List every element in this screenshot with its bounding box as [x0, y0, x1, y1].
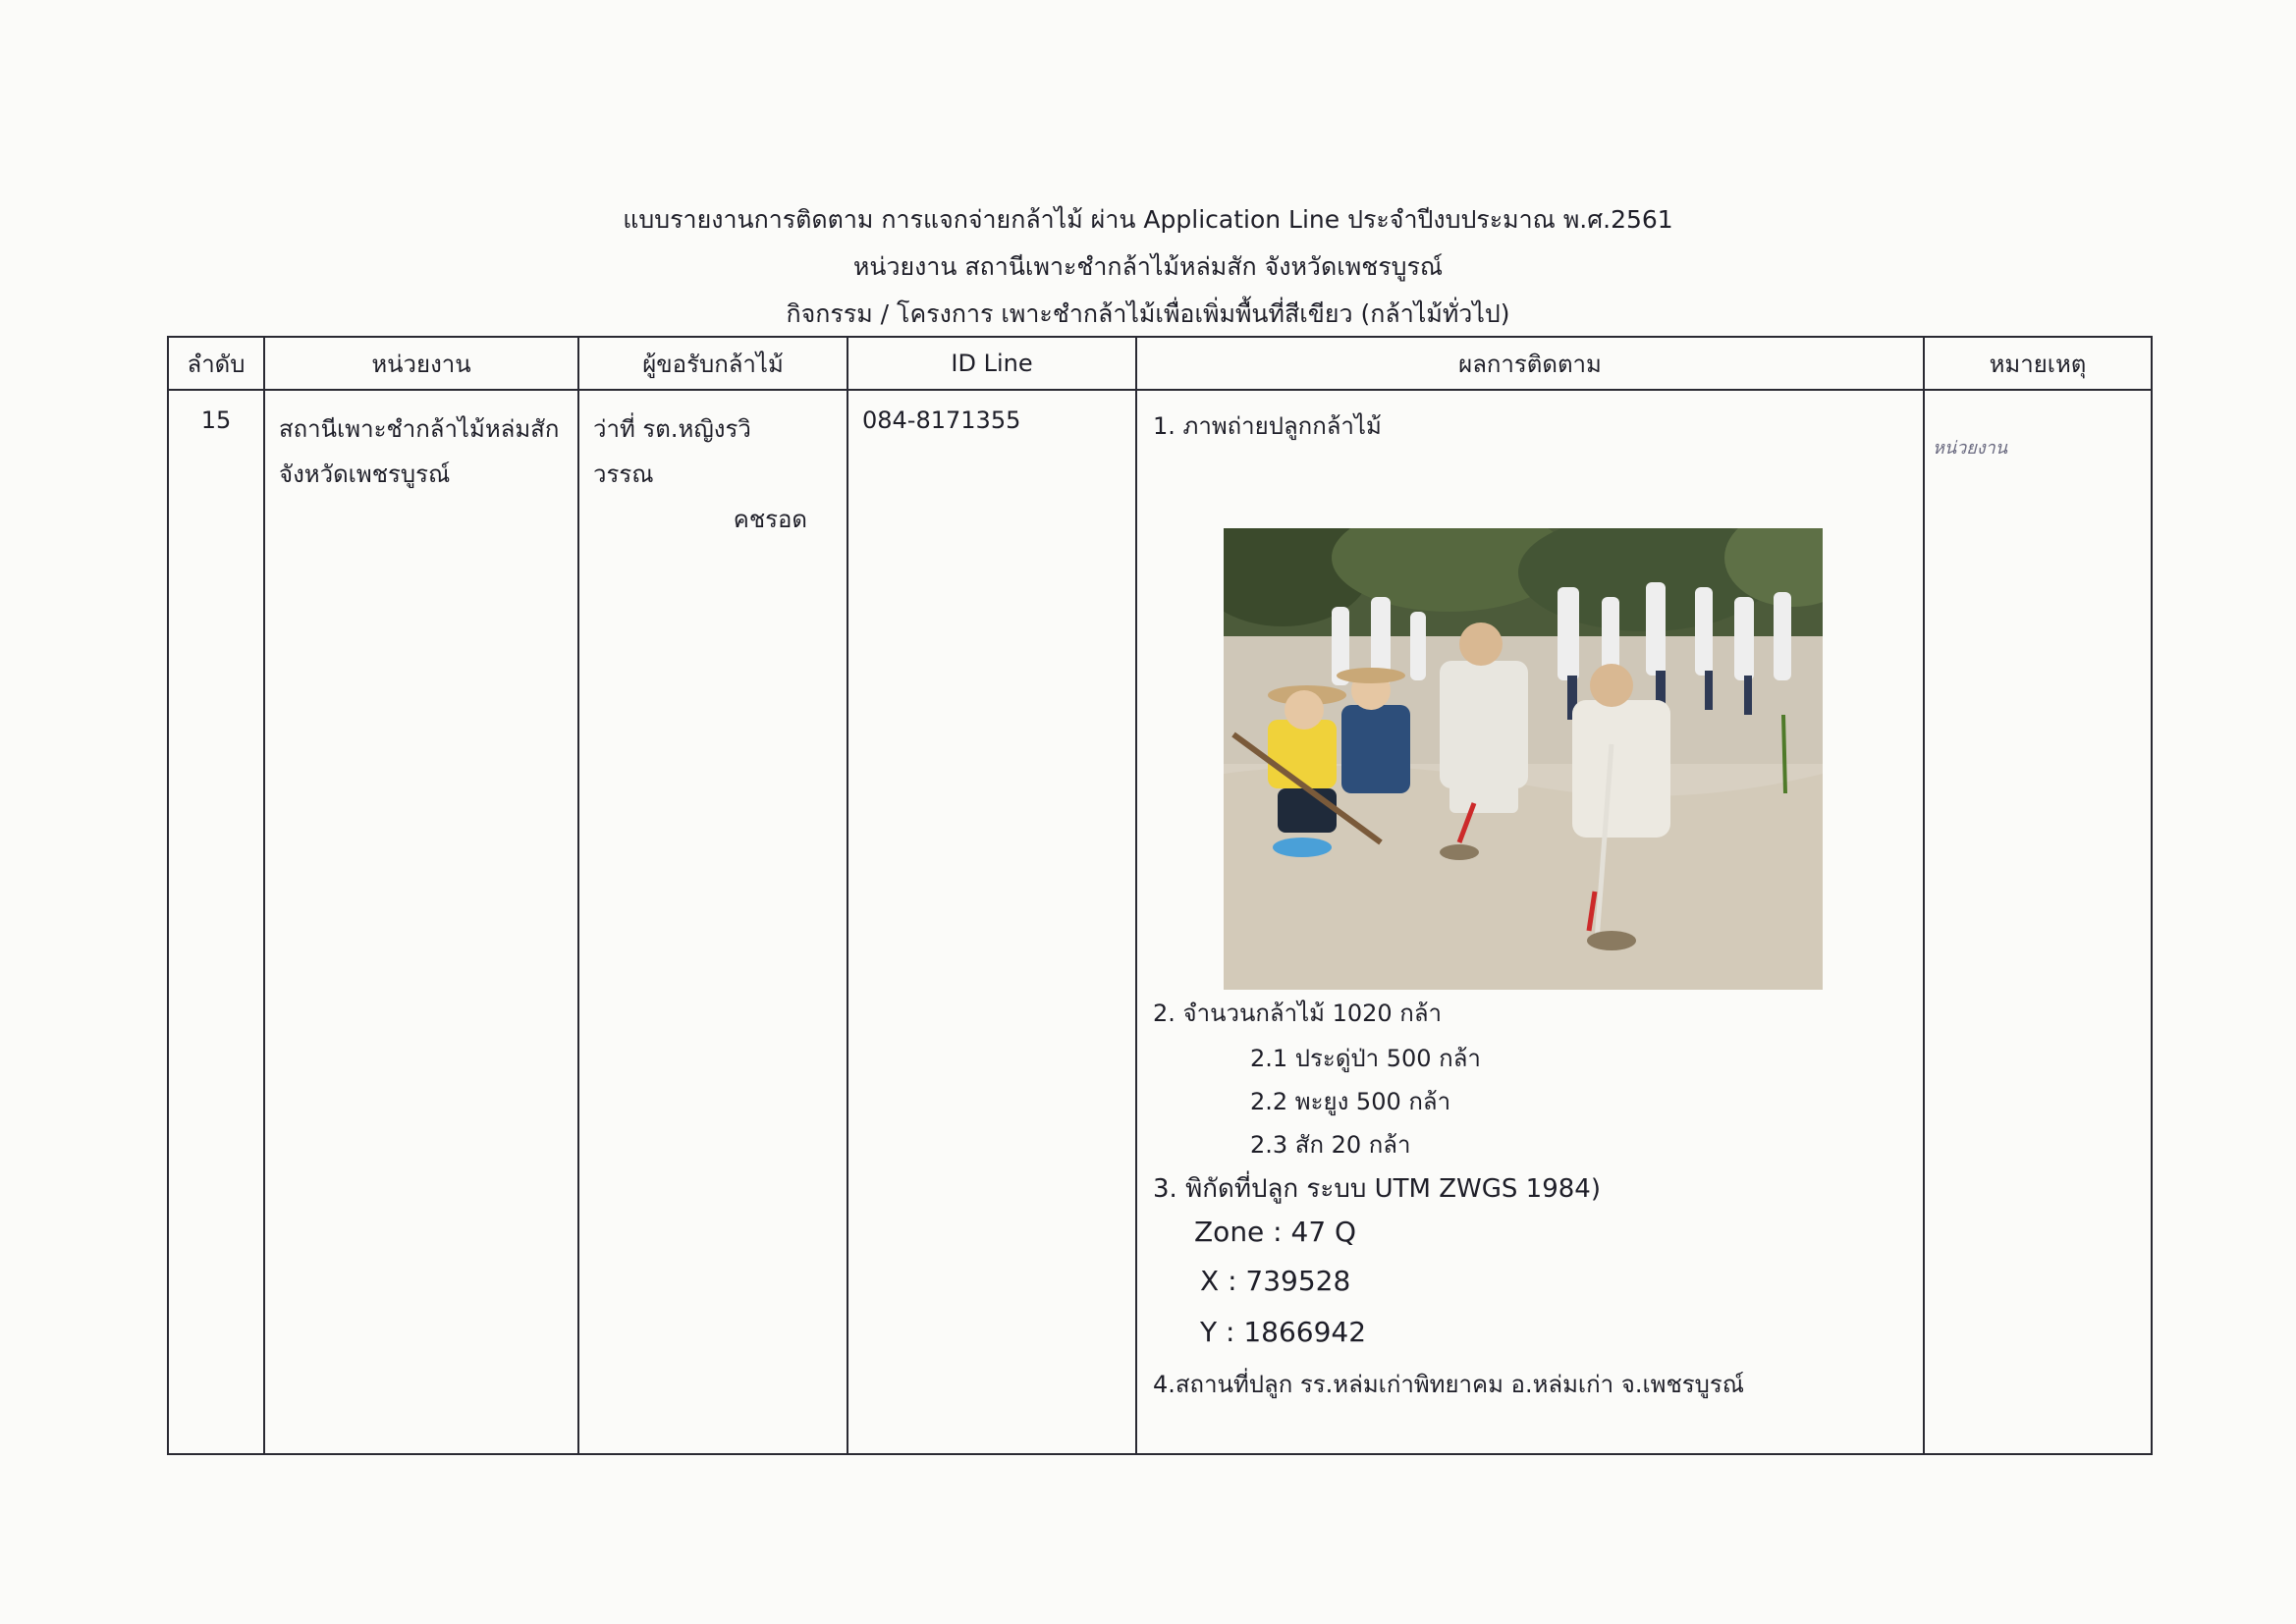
cell-id-line: 084-8171355 — [847, 390, 1136, 1454]
remark-handwritten: หน่วยงาน — [1933, 438, 2008, 459]
coord-y: Y : 1866942 — [1200, 1316, 1367, 1348]
report-title: แบบรายงานการติดตาม การแจกจ่ายกล้าไม้ ผ่าน Application Line ประจำปีงบประมาณ พ.ศ.2561 — [623, 205, 1673, 234]
cell-remark — [1924, 390, 2152, 1454]
activity-line: กิจกรรม / โครงการ เพาะชำกล้าไม้เพื่อเพิ่มพื้นที่สีเขียว (กล้าไม้ทั่วไป) — [786, 299, 1510, 328]
agency-name: สถานีเพาะชำกล้าไม้หล่มสัก — [279, 415, 560, 443]
result-item-2-1: 2.1 ประดู่ป่า 500 กล้า — [1250, 1045, 1481, 1072]
report-table — [167, 336, 2153, 1455]
requester-surname: คชรอด — [733, 506, 807, 533]
table-row — [168, 390, 2152, 1454]
col-header-remark: หมายเหตุ — [1924, 337, 2152, 390]
coord-x: X : 739528 — [1200, 1265, 1351, 1297]
agency-line: หน่วยงาน สถานีเพาะชำกล้าไม้หล่มสัก จังหวัดเพชรบูรณ์ — [852, 252, 1444, 281]
table-header-row — [168, 337, 2152, 390]
cell-seq: 15 — [168, 390, 264, 1454]
col-header-seq: ลำดับ — [168, 337, 264, 390]
result-item-photo: 1. ภาพถ่ายปลูกกล้าไม้ — [1153, 412, 1382, 440]
planting-photo — [1224, 528, 1823, 990]
col-header-results: ผลการติดตาม — [1136, 337, 1924, 390]
coord-zone: Zone : 47 Q — [1194, 1216, 1357, 1248]
col-header-requester: ผู้ขอรับกล้าไม้ — [578, 337, 847, 390]
result-item-2-2: 2.2 พะยูง 500 กล้า — [1250, 1088, 1451, 1115]
result-item-2-3: 2.3 สัก 20 กล้า — [1250, 1131, 1411, 1159]
agency-province: จังหวัดเพชรบูรณ์ — [279, 460, 451, 488]
result-item-coordinates: 3. พิกัดที่ปลูก ระบบ UTM ZWGS 1984) — [1153, 1174, 1601, 1204]
cell-results — [1136, 390, 1924, 1454]
requester-name: ว่าที่ รต.หญิงรวิวรรณ — [593, 415, 751, 488]
col-header-agency: หน่วยงาน — [264, 337, 578, 390]
planting-photo-image — [1224, 528, 1823, 990]
cell-agency — [264, 390, 578, 1454]
cell-requester — [578, 390, 847, 1454]
result-item-quantity: 2. จำนวนกล้าไม้ 1020 กล้า — [1153, 1000, 1443, 1027]
col-header-id-line: ID Line — [847, 337, 1136, 390]
result-item-location: 4.สถานที่ปลูก รร.หล่มเก่าพิทยาคม อ.หล่มเก่า จ.เพชรบูรณ์ — [1153, 1371, 1745, 1398]
report-header — [0, 196, 2296, 338]
